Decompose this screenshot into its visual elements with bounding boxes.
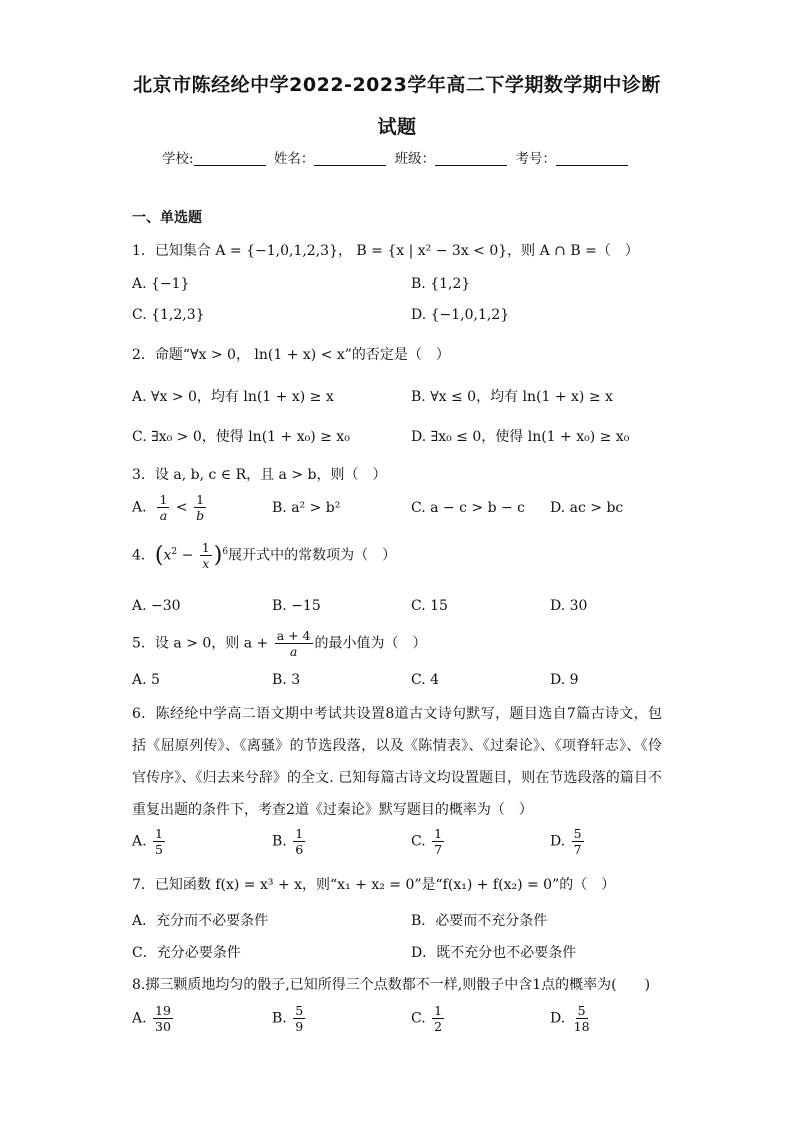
- question-4-option-a: A. −30: [132, 598, 181, 614]
- number-blank: [556, 151, 628, 166]
- question-6-stem: 6．陈经纶中学高二语文期中考试共设置8道古文诗句默写，题目选自7篇古诗文，包括《屈原列传》、《离骚》的节选段落，以及《陈情表》、《过秦论》、《项脊轩志》、《伶官传序》、《归去来兮辞》的全文. 已知每篇古诗文均设置题目，则在节选段落的篇目不重复出题的条件下，考查2道《过秦论》默写题目的概率为（ ）: [132, 706, 662, 818]
- question-1-stem: 1．已知集合 A = {−1,0,1,2,3}， B = {x | x² − 3x < 0}，则 A ∩ B =（ ）: [132, 243, 639, 259]
- option-a-label: A.: [132, 499, 147, 516]
- question-6-option-c: C. $\frac{1}{7}$: [411, 826, 443, 857]
- student-info-line: [0, 147, 794, 167]
- exam-title-line2: 试题: [377, 116, 417, 138]
- question-8-option-a: A. $\frac{19}{30}$: [132, 1003, 171, 1034]
- question-1-option-a: A. {−1}: [132, 276, 190, 292]
- section-heading: 一、单选题: [132, 210, 202, 226]
- question-5-option-d: D. 9: [550, 672, 579, 688]
- question-7-option-c: C．充分必要条件: [132, 945, 241, 961]
- exam-title-line1: 北京市陈经纶中学2022-2023学年高二下学期数学期中诊断: [133, 74, 661, 96]
- question-3-stem: 3．设 a, b, c ∈ R，且 a > b，则（ ）: [132, 467, 387, 483]
- question-5-option-c: C. 4: [411, 672, 440, 688]
- question-2-stem: 2．命题“∀x > 0， ln(1 + x) < x”的否定是（ ）: [132, 347, 450, 363]
- name-label: 姓名：: [273, 151, 315, 167]
- question-1-option-b: B. {1,2}: [411, 276, 471, 292]
- school-label: 学校:: [162, 151, 194, 167]
- fraction-1-over-b: $\frac{1}{b}$: [196, 492, 205, 523]
- question-7-stem: 7．已知函数 f(x) = x³ + x，则“x₁ + x₂ = 0”是“f(x₁) + f(x₂) = 0”的（ ）: [132, 877, 616, 893]
- question-6-option-d: D. $\frac{5}{7}$: [550, 826, 582, 857]
- question-8-option-d: D. $\frac{5}{18}$: [550, 1003, 590, 1034]
- question-5-stem: 5．设 a > 0，则 a + $\frac{a + 4}{a}$ 的最小值为（ ）: [132, 628, 427, 659]
- question-2-option-c: C. ∃x₀ > 0，使得 ln(1 + x₀) ≥ x₀: [132, 429, 350, 445]
- question-4-option-c: C. 15: [411, 598, 448, 614]
- name-blank: [314, 151, 386, 166]
- question-4-stem: 4．($x^2$ − $\frac{1}{x}$ )$^6$展开式中的常数项为（ ）: [132, 540, 397, 571]
- question-2-option-a: A. ∀x > 0，均有 ln(1 + x) ≥ x: [132, 389, 334, 405]
- school-blank: [194, 151, 266, 166]
- question-4-option-b: B. −15: [272, 598, 321, 614]
- question-7-option-d: D．既不充分也不必要条件: [411, 945, 577, 961]
- fraction-1-over-x: $\frac{1}{x}$: [201, 540, 210, 571]
- fraction-1-over-a: $\frac{1}{a}$: [159, 492, 168, 523]
- question-5-option-a: A. 5: [132, 672, 160, 688]
- question-8-option-c: C. $\frac{1}{2}$: [411, 1003, 443, 1034]
- question-3-option-a: A. $\frac{1}{a}$ < $\frac{1}{b}$: [132, 492, 205, 523]
- fraction-a-plus-4-over-a: $\frac{a + 4}{a}$: [276, 628, 311, 659]
- question-8-option-b: B. $\frac{5}{9}$: [272, 1003, 304, 1034]
- question-3-option-d: D. ac > bc: [550, 500, 624, 516]
- question-5-option-b: B. 3: [272, 672, 301, 688]
- class-label: 班级：: [394, 151, 436, 167]
- question-1-option-d: D. {−1,0,1,2}: [411, 307, 510, 323]
- number-label: 考号：: [515, 151, 556, 167]
- question-6-option-a: A. $\frac{1}{5}$: [132, 826, 163, 857]
- question-7-option-a: A．充分而不必要条件: [132, 913, 269, 929]
- question-2-option-d: D. ∃x₀ ≤ 0，使得 ln(1 + x₀) ≥ x₀: [411, 429, 630, 445]
- question-1-option-c: C. {1,2,3}: [132, 307, 205, 323]
- question-6-option-b: B. $\frac{1}{6}$: [272, 826, 304, 857]
- question-8-stem: 8.掷三颗质地均匀的骰子,已知所得三个点数都不一样,则骰子中含1点的概率为( ): [132, 977, 651, 993]
- question-3-option-c: C. a − c > b − c: [411, 500, 525, 516]
- question-4-option-d: D. 30: [550, 598, 588, 614]
- class-blank: [435, 151, 507, 166]
- question-3-option-b: B. a² > b²: [272, 500, 341, 516]
- question-7-option-b: B．必要而不充分条件: [411, 913, 548, 929]
- question-2-option-b: B. ∀x ≤ 0，均有 ln(1 + x) ≥ x: [411, 389, 613, 405]
